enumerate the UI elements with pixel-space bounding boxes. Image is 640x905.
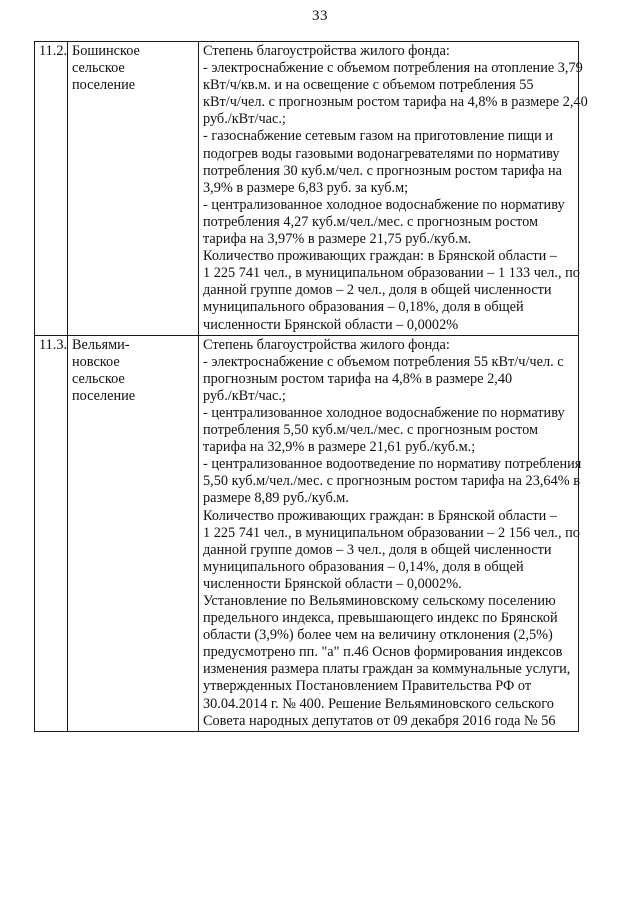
row-number: 11.2. — [35, 42, 68, 336]
settlement-name — [68, 335, 199, 731]
description-line: - централизованное холодное водоснабжение по нормативу — [203, 196, 565, 213]
description-line: Количество проживающих граждан: в Брянской области – — [203, 248, 557, 265]
description-line: тарифа на 3,97% в размере 21,75 руб./куб.м. — [203, 231, 472, 248]
settlement-name — [68, 42, 199, 336]
description-line: 30.04.2014 г. № 400. Решение Вельяминовского сельского — [203, 695, 554, 712]
page-number: 33 — [312, 8, 328, 24]
description-line: - электроснабжение с объемом потребления на отопление 3,79 — [203, 60, 583, 77]
description-line: - централизованное холодное водоснабжение по нормативу — [203, 404, 565, 421]
description-line: потребления 5,50 куб.м/чел./мес. с прогнозным ростом — [203, 422, 539, 439]
description-line: потребления 4,27 куб.м/чел./мес. с прогнозным ростом — [203, 213, 539, 230]
description-line: подогрев воды газовыми водонагревателями по нормативу — [203, 145, 560, 162]
table-row — [35, 42, 579, 336]
description-line: 1 225 741 чел., в муниципальном образовании – 1 133 чел., по — [203, 265, 580, 282]
description-line: муниципального образования – 0,14%, доля в общей — [203, 558, 524, 575]
description-line: 5,50 куб.м/чел./мес. с прогнозным ростом тарифа на 23,64% в — [203, 473, 580, 490]
description-line: Количество проживающих граждан: в Брянской области – — [203, 507, 557, 524]
description-line: тарифа на 32,9% в размере 21,61 руб./куб.м.; — [203, 439, 476, 456]
table-row — [35, 335, 579, 731]
description-line: 3,9% в размере 6,83 руб. за куб.м; — [203, 179, 409, 196]
description-line: предусмотрено пп. "а" п.46 Основ формирования индексов — [203, 644, 563, 661]
description-line: утвержденных Постановлением Правительства РФ от — [203, 678, 532, 695]
settlement-name-line: поселение — [72, 77, 136, 94]
settlement-table — [34, 41, 588, 732]
settlement-name-line: сельское — [72, 370, 125, 387]
description-line: Степень благоустройства жилого фонда: — [203, 336, 450, 353]
description-line: руб./кВт/час.; — [203, 111, 286, 128]
description-line: прогнозным ростом тарифа на 4,8% в размере 2,40 — [203, 370, 513, 387]
row-number: 11.3. — [35, 335, 68, 731]
description-line: потребления 30 куб.м/чел. с прогнозным ростом тарифа на — [203, 162, 562, 179]
settlement-description — [199, 42, 588, 336]
settlement-name-line: сельское — [72, 60, 125, 77]
description-line: - газоснабжение сетевым газом на приготовление пищи и — [203, 128, 553, 145]
description-line: кВт/ч/чел. с прогнозным ростом тарифа на 4,8% в размере 2,40 — [203, 94, 588, 111]
settlement-name-line: поселение — [72, 387, 136, 404]
description-line: данной группе домов – 3 чел., доля в общей численности — [203, 541, 552, 558]
description-line: предельного индекса, превышающего индекс по Брянской — [203, 610, 558, 627]
description-line: кВт/ч/кв.м. и на освещение с объемом потребления 55 — [203, 77, 534, 94]
description-line: 1 225 741 чел., в муниципальном образовании – 2 156 чел., по — [203, 524, 580, 541]
description-line: Совета народных депутатов от 09 декабря 2016 года № 56 — [203, 712, 556, 729]
settlement-name-line: новское — [72, 353, 120, 370]
description-line: изменения размера платы граждан за коммунальные услуги, — [203, 661, 571, 678]
description-line: численности Брянской области – 0,0002%. — [203, 575, 462, 592]
description-line: - электроснабжение с объемом потребления 55 кВт/ч/чел. с — [203, 353, 564, 370]
description-line: Установление по Вельяминовскому сельскому поселению — [203, 593, 556, 609]
description-line: - централизованное водоотведение по нормативу потребления — [203, 456, 582, 473]
description-line: муниципального образования – 0,18%, доля в общей — [203, 299, 524, 316]
settlement-name-line: Вельями- — [72, 336, 130, 353]
settlement-name-line: Бошинское — [72, 43, 140, 59]
description-line: Степень благоустройства жилого фонда: — [203, 43, 450, 59]
description-line: руб./кВт/час.; — [203, 387, 286, 404]
description-line: размере 8,89 руб./куб.м. — [203, 490, 349, 507]
description-line: численности Брянской области – 0,0002% — [203, 316, 459, 333]
description-line: области (3,9%) более чем на величину отклонения (2,5%) — [203, 627, 553, 644]
description-line: данной группе домов – 2 чел., доля в общей численности — [203, 282, 552, 299]
settlement-description — [199, 335, 582, 731]
table-body — [35, 42, 588, 732]
